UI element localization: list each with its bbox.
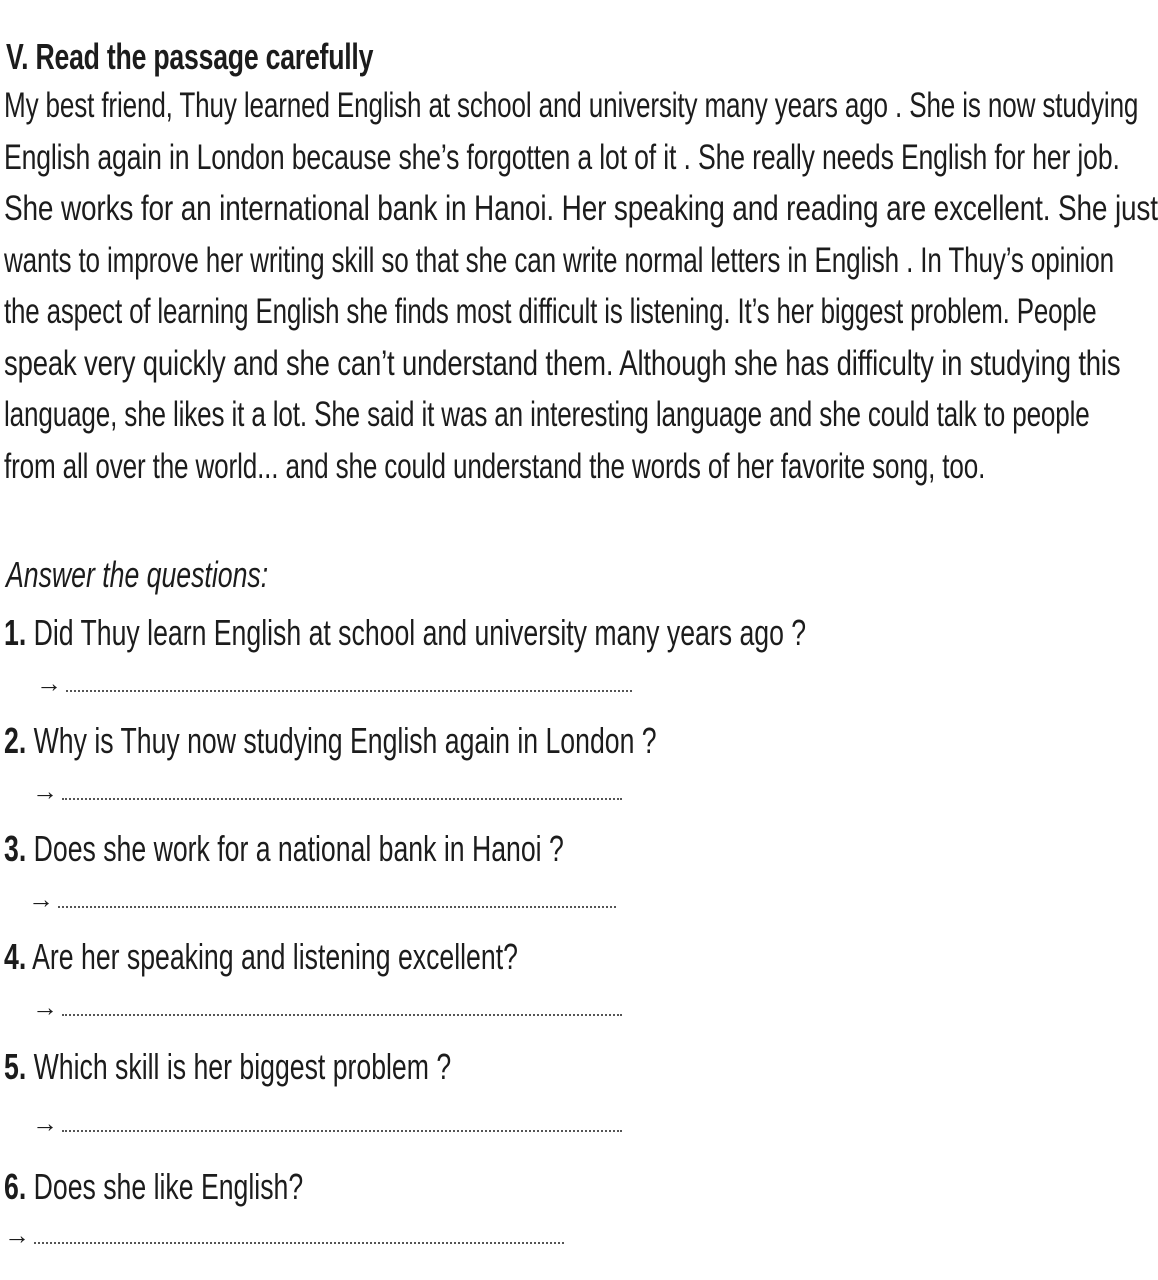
passage-line: [4, 393, 1090, 445]
passage-line: [4, 290, 1097, 342]
passage-line-text: language, she likes it a lot. She said it was an interesting language and she could talk to people: [4, 395, 1090, 434]
answer-blank[interactable]: [58, 906, 616, 908]
arrow-icon: →: [32, 1108, 58, 1138]
passage-line: [4, 136, 1120, 188]
passage-line-text: speak very quickly and she can’t understand them. Although she has difficulty in studying this: [4, 343, 1121, 383]
passage-line: [4, 342, 1121, 394]
arrow-icon: →: [4, 1220, 30, 1250]
passage-line-text: English again in London because she’s forgotten a lot of it . She really needs English for her job.: [4, 137, 1120, 177]
arrow-icon: →: [36, 668, 62, 698]
passage-line-text: from all over the world... and she could understand the words of her favorite song, too.: [4, 446, 986, 486]
answer-line-4[interactable]: [32, 992, 602, 1022]
question-3: [4, 828, 564, 870]
answer-blank[interactable]: [62, 1130, 622, 1132]
question-2: [4, 720, 657, 762]
answer-line-3[interactable]: [28, 884, 598, 914]
question-6: [4, 1166, 303, 1208]
question-number: 5.: [4, 1046, 27, 1087]
section-title: V. Read the passage carefully: [6, 36, 374, 77]
questions-heading: Answer the questions:: [6, 554, 269, 595]
question-number: 3.: [4, 828, 27, 869]
question-5: [4, 1046, 451, 1088]
question-number: 1.: [4, 612, 27, 653]
question-number: 2.: [4, 720, 27, 761]
reading-passage: [4, 84, 1158, 496]
question-text: Why is Thuy now studying English again in London ?: [33, 720, 657, 761]
question-text: Are her speaking and listening excellent?: [32, 936, 518, 977]
passage-line-text: My best friend, Thuy learned English at school and university many years ago . She is now studying: [4, 86, 1139, 125]
question-text: Did Thuy learn English at school and university many years ago ?: [33, 612, 807, 653]
question-text: Which skill is her biggest problem ?: [33, 1046, 452, 1087]
question-number: 6.: [4, 1166, 27, 1207]
passage-line: [4, 187, 1158, 239]
question-1: [4, 612, 806, 654]
question-4: [4, 936, 518, 978]
arrow-icon: →: [32, 776, 58, 806]
answer-blank[interactable]: [62, 798, 622, 800]
passage-line-text: wants to improve her writing skill so that she can write normal letters in English . In Thuy’s opinion: [4, 240, 1114, 280]
answer-line-5[interactable]: [32, 1108, 602, 1138]
passage-line: [4, 445, 1024, 497]
passage-line: [4, 239, 1114, 291]
question-number: 4.: [4, 936, 27, 977]
question-text: Does she work for a national bank in Hanoi ?: [33, 828, 564, 869]
arrow-icon: →: [32, 992, 58, 1022]
arrow-icon: →: [28, 884, 54, 914]
answer-blank[interactable]: [66, 690, 632, 692]
answer-line-6[interactable]: [4, 1220, 574, 1250]
answer-line-1[interactable]: [36, 668, 606, 698]
question-text: Does she like English?: [33, 1166, 304, 1207]
passage-line-text: the aspect of learning English she finds most difficult is listening. It’s her biggest problem. People: [4, 292, 1097, 331]
answer-line-2[interactable]: [32, 776, 602, 806]
passage-line-text: She works for an international bank in Hanoi. Her speaking and reading are excellent. She just: [4, 189, 1158, 228]
passage-line: [4, 84, 1139, 136]
answer-blank[interactable]: [34, 1242, 564, 1244]
answer-blank[interactable]: [62, 1014, 622, 1016]
